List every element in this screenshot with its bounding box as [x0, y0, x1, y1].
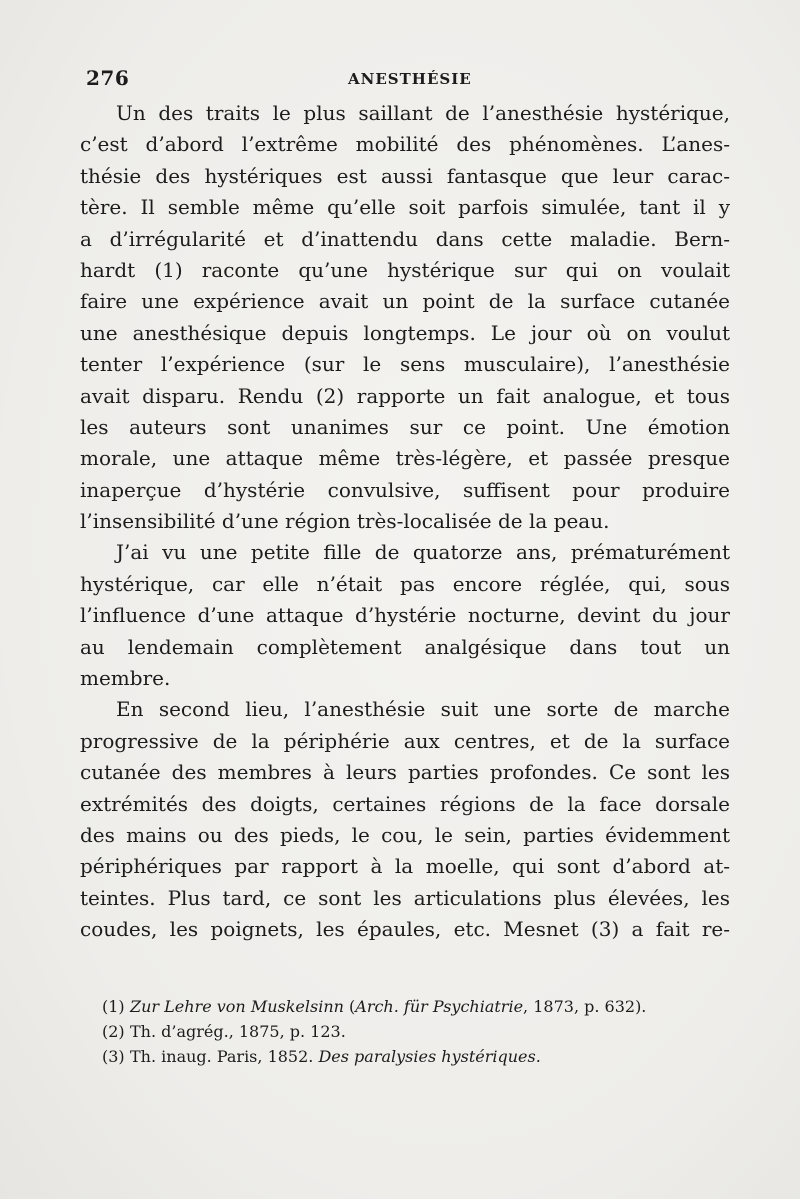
text-line: les auteurs sont unanimes sur ce point. Une émotion	[80, 414, 730, 439]
footnote-text: (	[343, 997, 356, 1016]
text-line: morale, une attaque même très-légère, et passée presque	[80, 446, 730, 471]
footnote-text: Des paralysies hystériques.	[318, 1047, 541, 1066]
footnotes	[102, 994, 742, 1069]
text-line: avait disparu. Rendu (2) rapporte un fait analogue, et tous	[80, 383, 730, 408]
running-head: ANESTHÉSIE	[348, 70, 472, 88]
page-header	[86, 66, 726, 96]
text-line: Un des traits le plus saillant de l’anesthésie hystérique,	[116, 101, 730, 125]
text-line: a d’irrégularité et d’inattendu dans cette maladie. Bern-	[80, 226, 730, 251]
text-line: périphériques par rapport à la moelle, qui sont d’abord at-	[80, 854, 730, 879]
text-line: membre.	[80, 666, 171, 691]
footnote-number: (3)	[102, 1047, 125, 1066]
text-line: thésie des hystériques est aussi fantasque que leur carac-	[80, 163, 730, 188]
text-line: tenter l’expérience (sur le sens musculaire), l’anesthésie	[80, 352, 730, 377]
text-line: progressive de la périphérie aux centres, et de la surface	[80, 728, 730, 753]
text-line: l’influence d’une attaque d’hystérie nocturne, devint du jour	[80, 603, 730, 628]
footnote-1	[102, 994, 742, 1019]
text-line: hardt (1) raconte qu’une hystérique sur qui on voulait	[80, 257, 730, 282]
page-number: 276	[86, 66, 130, 90]
text-line: extrémités des doigts, certaines régions de la face dorsale	[80, 791, 730, 816]
text-line: l’insensibilité d’une région très-localisée de la peau.	[80, 509, 610, 534]
text-line: tère. Il semble même qu’elle soit parfois simulée, tant il y	[80, 195, 730, 220]
text-line: une anesthésique depuis longtemps. Le jour où on voulut	[80, 320, 730, 345]
text-line: hystérique, car elle n’était pas encore réglée, qui, sous	[80, 571, 730, 596]
text-line: faire une expérience avait un point de la surface cutanée	[80, 289, 730, 314]
footnote-text: Th. inaug. Paris, 1852.	[130, 1047, 319, 1066]
text-line: des mains ou des pieds, le cou, le sein, parties évidemment	[80, 822, 730, 847]
text-line: En second lieu, l’anesthésie suit une sorte de marche	[116, 697, 730, 722]
text-line: c’est d’abord l’extrême mobilité des phénomènes. L’anes-	[80, 132, 730, 157]
text-line: inaperçue d’hystérie convulsive, suffisent pour produire	[80, 477, 730, 502]
footnote-text: Zur Lehre von Muskelsinn	[130, 997, 344, 1016]
footnote-number: (2)	[102, 1022, 125, 1041]
text-line: coudes, les poignets, les épaules, etc. Mesnet (3) a fait re-	[80, 917, 730, 942]
text-line: teintes. Plus tard, ce sont les articulations plus élevées, les	[80, 885, 730, 910]
text-line: J’ai vu une petite fille de quatorze ans, prématurément	[116, 540, 730, 565]
text-line: cutanée des membres à leurs parties profondes. Ce sont les	[80, 760, 730, 785]
footnote-2	[102, 1019, 742, 1044]
body-text	[80, 98, 730, 946]
text-line: au lendemain complètement analgésique dans tout un	[80, 634, 730, 659]
footnote-number: (1)	[102, 997, 125, 1016]
footnote-3	[102, 1044, 742, 1069]
footnote-text: Th. d’agrég., 1875, p. 123.	[130, 1022, 346, 1041]
footnote-text: , 1873, p. 632).	[523, 997, 647, 1016]
footnote-text: Arch. für Psychiatrie	[355, 997, 524, 1016]
